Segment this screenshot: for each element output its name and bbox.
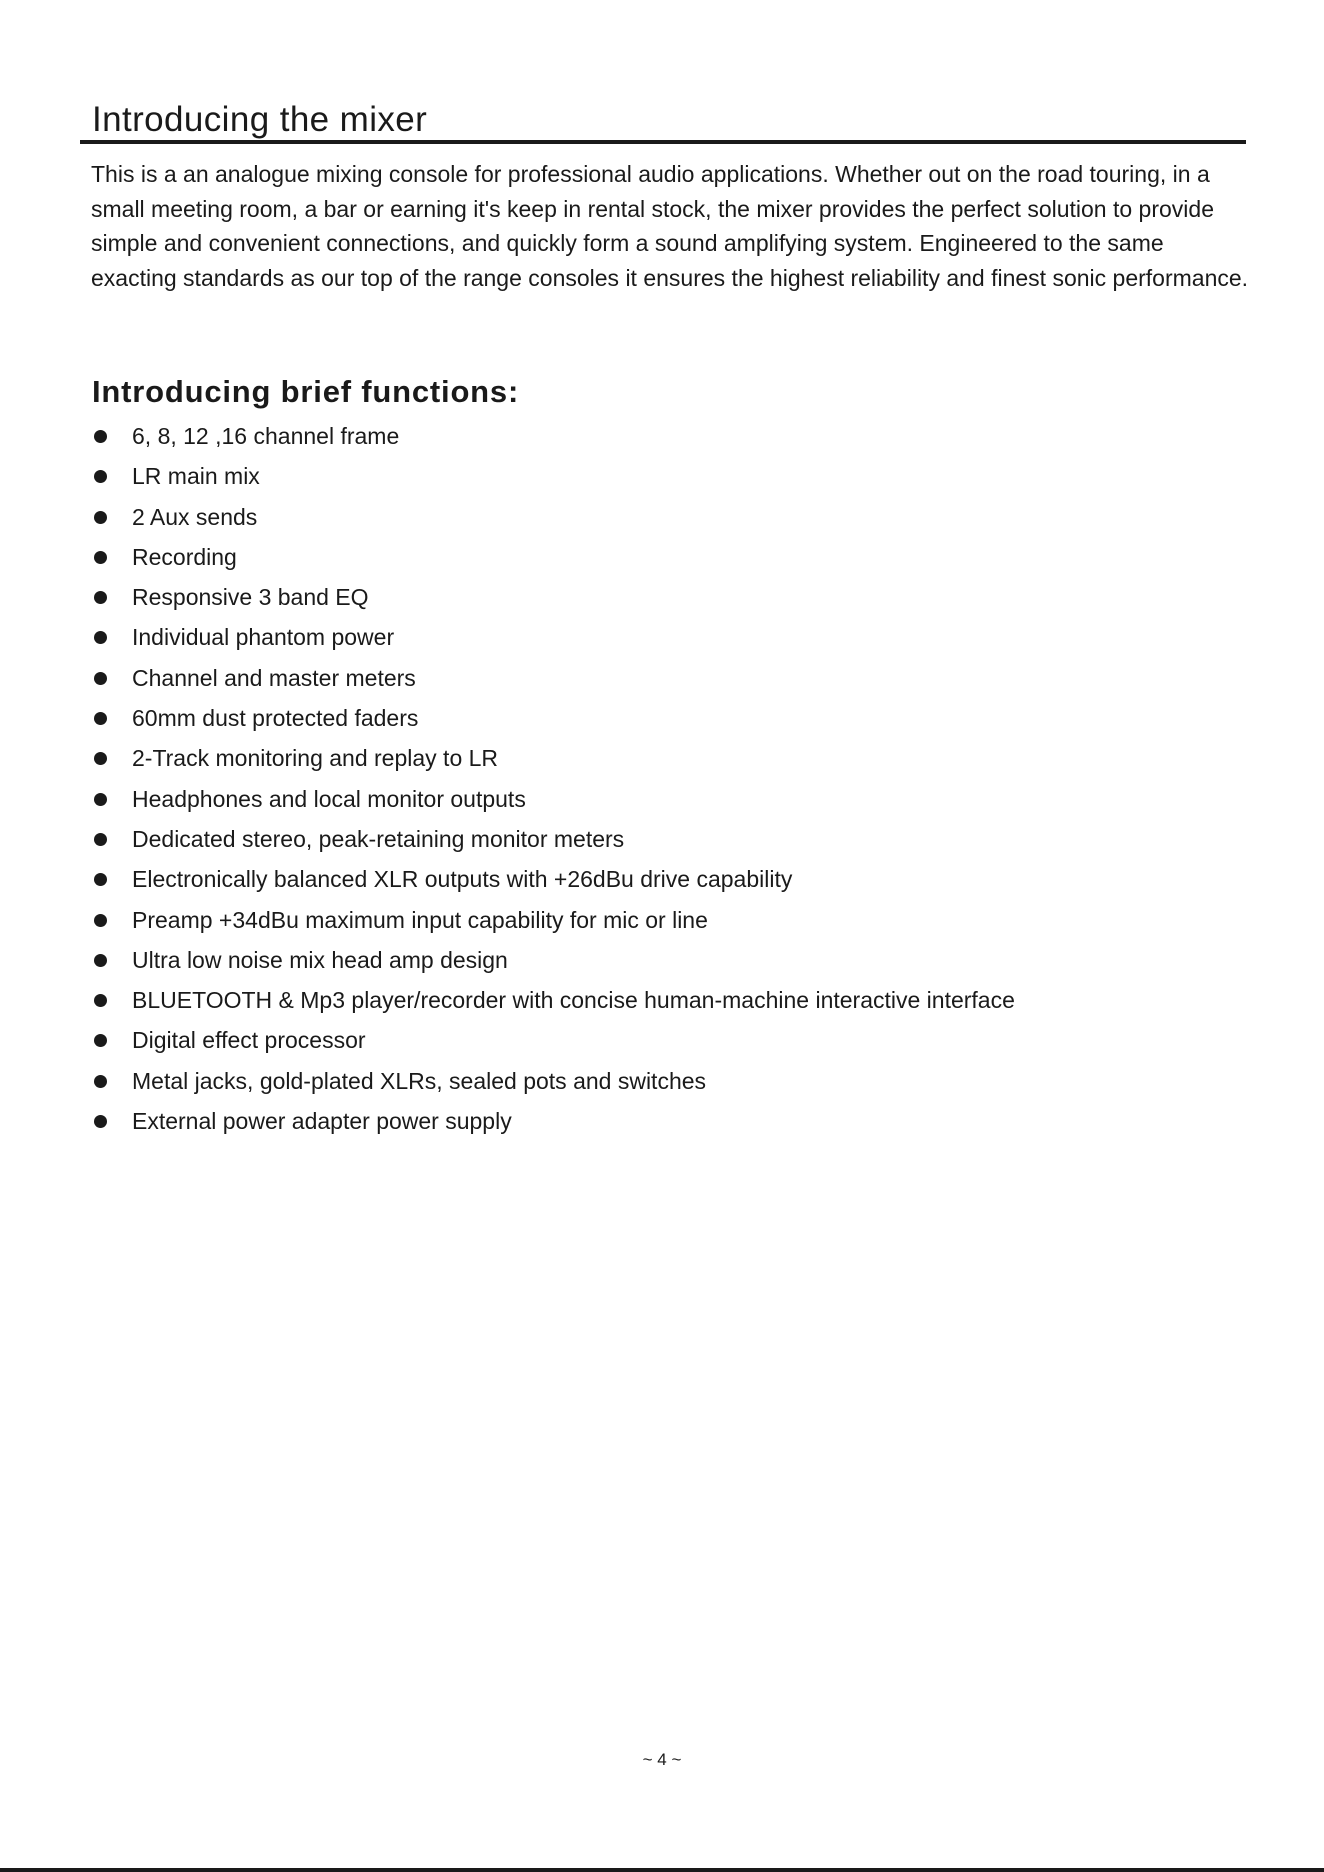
list-item [92, 859, 1015, 899]
bullet-icon [94, 833, 107, 846]
list-item [92, 537, 1015, 577]
functions-heading: Introducing brief functions: [92, 374, 520, 409]
list-item-text: Recording [132, 543, 237, 570]
page-title: Introducing the mixer [92, 100, 428, 139]
list-item-text: Ultra low noise mix head amp design [132, 946, 508, 973]
list-item-text: Electronically balanced XLR outputs with +26dBu drive capability [132, 866, 793, 893]
list-item-text: BLUETOOTH & Mp3 player/recorder with concise human-machine interactive interface [132, 987, 1015, 1014]
bottom-border [0, 1868, 1324, 1872]
functions-list [92, 416, 1015, 1141]
list-item-text: Headphones and local monitor outputs [132, 785, 526, 812]
list-item [92, 1061, 1015, 1101]
list-item-text: 60mm dust protected faders [132, 705, 419, 732]
bullet-icon [94, 793, 107, 806]
list-item-text: Individual phantom power [132, 624, 395, 651]
list-item [92, 658, 1015, 698]
bullet-icon [94, 752, 107, 765]
bullet-icon [94, 430, 107, 443]
list-item [92, 617, 1015, 657]
list-item-text: Preamp +34dBu maximum input capability for mic or line [132, 906, 708, 933]
bullet-icon [94, 873, 107, 886]
list-item-text: Responsive 3 band EQ [132, 584, 369, 611]
list-item [92, 416, 1015, 456]
list-item-text: Metal jacks, gold-plated XLRs, sealed pots and switches [132, 1067, 707, 1094]
list-item-text: Dedicated stereo, peak-retaining monitor meters [132, 825, 625, 852]
list-item [92, 456, 1015, 496]
list-item-text: External power adapter power supply [132, 1108, 512, 1135]
list-item-text: 2-Track monitoring and replay to LR [132, 745, 499, 772]
bullet-icon [94, 511, 107, 524]
bullet-icon [94, 914, 107, 927]
list-item [92, 698, 1015, 738]
bullet-icon [94, 1034, 107, 1047]
bullet-icon [94, 551, 107, 564]
list-item [92, 819, 1015, 859]
bullet-icon [94, 1075, 107, 1088]
list-item-text: Channel and master meters [132, 664, 416, 691]
list-item [92, 577, 1015, 617]
list-item [92, 497, 1015, 537]
title-underline [80, 140, 1246, 144]
page-number: ~ 4 ~ [642, 1750, 682, 1769]
list-item-text: LR main mix [132, 463, 260, 490]
bullet-icon [94, 591, 107, 604]
list-item [92, 900, 1015, 940]
intro-paragraph: This is a an analogue mixing console for professional audio applications. Whether out on the road touring, in a small meeting room, a bar or earning it's keep in rental stock, the mixer provides the perfect solution to provide simple and convenient connections, and quickly form a sound amplifying system. Engineered to the same exacting standards as our top of the range consoles it ensures the highest reliability and finest sonic performance. [91, 161, 1249, 291]
bullet-icon [94, 954, 107, 967]
bullet-icon [94, 994, 107, 1007]
list-item [92, 779, 1015, 819]
list-item [92, 980, 1015, 1020]
list-item [92, 1101, 1015, 1141]
list-item-text: 6, 8, 12 ,16 channel frame [132, 423, 400, 449]
list-item-text: 2 Aux sends [132, 503, 258, 530]
bullet-icon [94, 470, 107, 483]
bullet-icon [94, 712, 107, 725]
list-item [92, 1020, 1015, 1060]
bullet-icon [94, 672, 107, 685]
list-item-text: Digital effect processor [132, 1027, 366, 1054]
bullet-icon [94, 631, 107, 644]
bullet-icon [94, 1115, 107, 1128]
list-item [92, 738, 1015, 778]
list-item [92, 940, 1015, 980]
